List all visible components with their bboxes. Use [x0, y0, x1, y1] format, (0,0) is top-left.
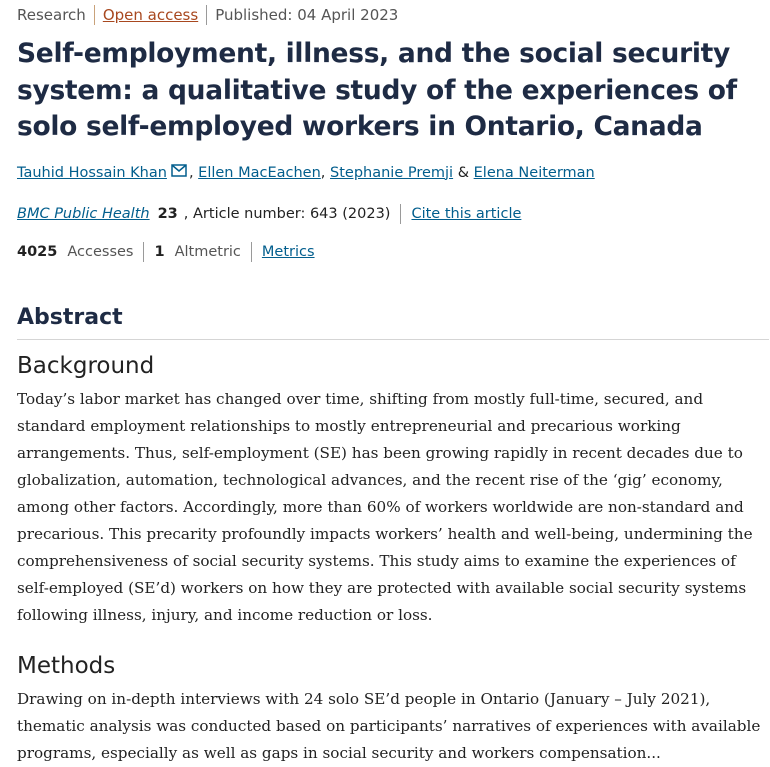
metrics-link[interactable]: Metrics	[261, 243, 315, 260]
author-separator: ,	[188, 164, 199, 181]
background-paragraph: Today’s labor market has changed over time, shifting from mostly full-time, secured, and standard employment relationships to mostly entrepreneurial and precarious working arrangements. Thus, self-employment (SE) has been growing rapidly in recent decades due to globalization, automation, technological advances, and the recent rise of the ‘gig’ economy, among other factors. Accordingly, more than 60% of workers worldwide are non-standard and precarious. This precarity profoundly impacts workers’ health and well-being, undermining the comprehensiveness of social security systems. This study aims to examine the experiences of self-employed (SE’d) workers on how they are protected with available social security systems following illness, injury, and income reduction or loss.	[17, 389, 753, 624]
author-link[interactable]: Ellen MacEachen	[198, 164, 321, 181]
author-separator: &	[453, 164, 474, 181]
author-list	[17, 163, 769, 183]
altmetric-label: Altmetric	[174, 243, 241, 260]
methods-paragraph: Drawing on in-depth interviews with 24 solo SE’d people in Ontario (January – July 2021), thematic analysis was conducted based on participants’ narratives of experiences with available programs, especially as well as gaps in social security and workers compensation...	[17, 689, 761, 762]
altmetric-count: 1	[154, 243, 165, 260]
divider	[206, 5, 207, 25]
author-separator: ,	[320, 164, 331, 181]
divider	[251, 242, 252, 262]
accesses-count: 4025	[17, 243, 58, 260]
volume-number: 23	[157, 205, 178, 222]
article-type: Research	[17, 6, 86, 24]
cite-article-link[interactable]: Cite this article	[411, 205, 522, 222]
divider	[143, 242, 144, 262]
author-link[interactable]: Stephanie Premji	[330, 164, 454, 181]
journal-link[interactable]: BMC Public Health	[17, 205, 150, 222]
published-date: Published: 04 April 2023	[215, 6, 399, 24]
abstract-heading: Abstract	[17, 305, 769, 340]
open-access-link[interactable]: Open access	[102, 6, 199, 24]
article-meta	[17, 0, 769, 30]
methods-heading: Methods	[17, 652, 116, 679]
citation-row	[17, 204, 769, 224]
mail-icon[interactable]	[171, 163, 187, 183]
article-title: Self-employment, illness, and the social security system: a qualitative study of the experiences of solo self-employed workers in Ontario, Canada	[17, 38, 737, 142]
author-link[interactable]: Elena Neiterman	[473, 164, 595, 181]
article-number: , Article number: 643 (2023)	[183, 205, 391, 222]
accesses-label: Accesses	[67, 243, 134, 260]
author-link[interactable]: Tauhid Hossain Khan	[17, 164, 167, 181]
article-page	[17, 0, 769, 767]
divider	[400, 204, 401, 224]
divider	[94, 5, 95, 25]
background-heading: Background	[17, 352, 155, 379]
metrics-row	[17, 242, 769, 262]
